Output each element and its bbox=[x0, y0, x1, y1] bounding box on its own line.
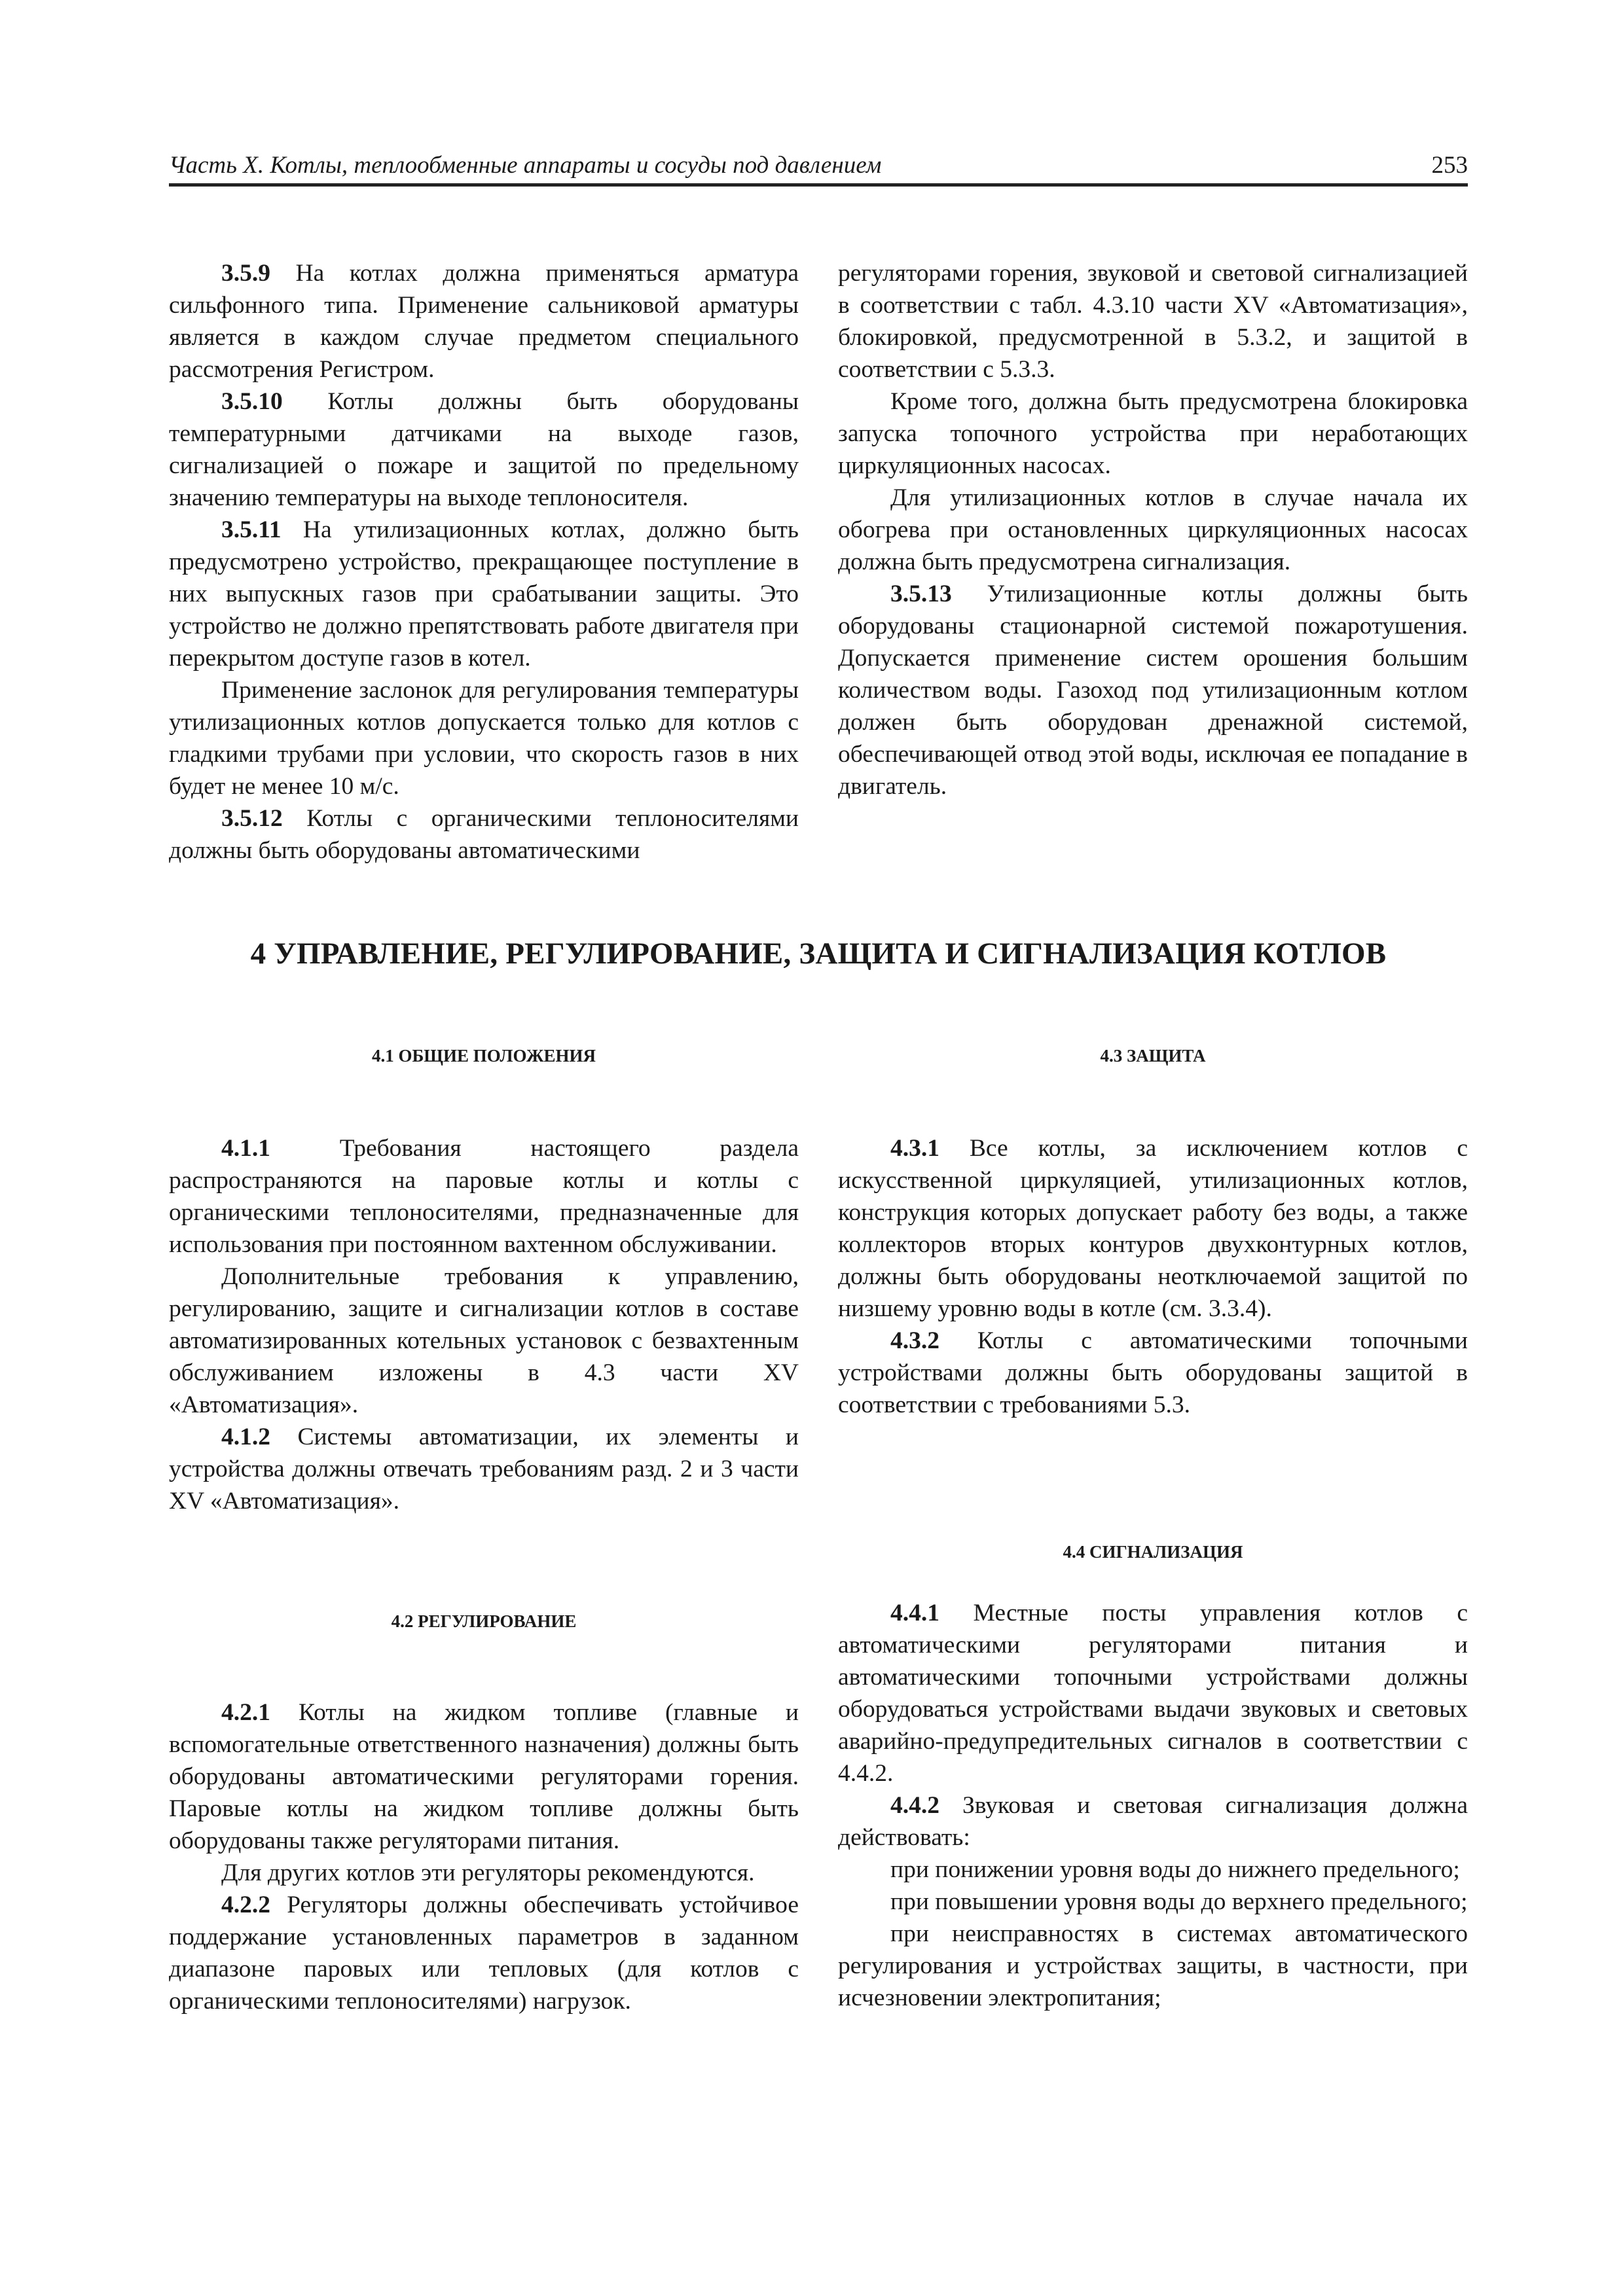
running-header-title: Часть X. Котлы, теплообменные аппараты и сосуды под давлением bbox=[169, 152, 882, 179]
paragraph-4-3-1: 4.3.1 Все котлы, за исключением котлов с искусственной циркуляцией, утилизационных котлов, конструкция которых допускает работу без воды, а также коллекторов вторых контуров двухконтурных котлов, должны быть оборудованы неотключаемой защитой по низшему уровню воды в котле (см. 3.3.4). bbox=[838, 1135, 1468, 1322]
paragraph-3-5-11-cont: Применение заслонок для регулирования температуры утилизационных котлов допускается только для котлов с гладкими трубами при условии, что скорость газов в них будет не менее 10 м/с. bbox=[169, 677, 799, 800]
section-heading-4-2: 4.2 РЕГУЛИРОВАНИЕ bbox=[391, 1611, 577, 1631]
paragraph-4-4-2-low-level: при понижении уровня воды до нижнего предельного; bbox=[890, 1856, 1460, 1883]
paragraph-3-5-12-alarm: Для утилизационных котлов в случае начала их обогрева при остановленных циркуляционных насосах должна быть предусмотрена сигнализация. bbox=[838, 484, 1468, 575]
section-4-3-body bbox=[838, 1132, 1468, 1421]
paragraph-3-5-9: 3.5.9 На котлах должна применяться арматура сильфонного типа. Применение сальниковой арматуры является в каждом случае предметом специального рассмотрения Регистром. bbox=[169, 260, 799, 383]
running-header bbox=[169, 143, 1468, 187]
paragraph-4-1-1: 4.1.1 Требования настоящего раздела распространяются на паровые котлы и котлы с органическими теплоносителями, предназначенные для использования при постоянном вахтенном обслуживании. bbox=[169, 1135, 799, 1258]
paragraph-4-2-1-cont: Для других котлов эти регуляторы рекомендуются. bbox=[221, 1859, 755, 1886]
section-4-4-body bbox=[838, 1597, 1468, 2014]
chapter-title: 4 УПРАВЛЕНИЕ, РЕГУЛИРОВАНИЕ, ЗАЩИТА И СИГНАЛИЗАЦИЯ КОТЛОВ bbox=[250, 937, 1387, 971]
paragraph-3-5-10: 3.5.10 Котлы должны быть оборудованы температурными датчиками на выходе газов, сигнализацией о пожаре и защитой по предельному значению температуры на выходе теплоносителя. bbox=[169, 388, 799, 511]
paragraph-3-5-12-block: Кроме того, должна быть предусмотрена блокировка запуска топочного устройства при неработающих циркуляционных насосах. bbox=[838, 388, 1468, 479]
paragraph-4-4-2: 4.4.2 Звуковая и световая сигнализация должна действовать: bbox=[838, 1792, 1468, 1851]
paragraph-4-4-2-faults: при неисправностях в системах автоматического регулирования и устройствах защиты, в частности, при исчезновении электропитания; bbox=[838, 1920, 1468, 2011]
top-left-column bbox=[169, 257, 799, 867]
paragraph-4-1-1-cont: Дополнительные требования к управлению, регулированию, защите и сигнализации котлов в составе автоматизированных котельных установок с безвахтенным обслуживанием изложены в 4.3 части XV «Автоматизация». bbox=[169, 1263, 799, 1418]
paragraph-4-4-1: 4.4.1 Местные посты управления котлов с автоматическими регуляторами питания и автоматическими топочными устройствами должны оборудоваться устройствами выдачи звуковых и световых аварийно-предупредительных сигналов в соответствии с 4.4.2. bbox=[838, 1600, 1468, 1787]
section-heading-4-4: 4.4 СИГНАЛИЗАЦИЯ bbox=[1063, 1542, 1243, 1562]
paragraph-3-5-11: 3.5.11 На утилизационных котлах, должно быть предусмотрено устройство, прекращающее поступление в них выпускных газов при срабатывании защиты. Это устройство не должно препятствовать работе двигателя при перекрытом доступе газов в котел. bbox=[169, 516, 799, 672]
page-number: 253 bbox=[1431, 152, 1468, 179]
section-heading-4-3: 4.3 ЗАЩИТА bbox=[1100, 1046, 1206, 1066]
paragraph-4-4-2-high-level: при повышении уровня воды до верхнего предельного; bbox=[890, 1888, 1468, 1915]
section-4-1-body bbox=[169, 1132, 799, 1517]
paragraph-3-5-12: 3.5.12 Котлы с органическими теплоносителями должны быть оборудованы автоматическими bbox=[169, 805, 799, 864]
paragraph-4-2-2: 4.2.2 Регуляторы должны обеспечивать устойчивое поддержание установленных параметров в заданном диапазоне паровых или тепловых (для котлов с органическими теплоносителями) нагрузок. bbox=[169, 1892, 799, 2015]
paragraph-4-2-1: 4.2.1 Котлы на жидком топливе (главные и вспомогательные ответственного назначения) должны быть оборудованы автоматическими регуляторами горения. Паровые котлы на жидком топливе должны быть оборудованы также регуляторами питания. bbox=[169, 1699, 799, 1854]
section-4-2-body bbox=[169, 1696, 799, 2017]
top-right-column bbox=[838, 257, 1468, 802]
section-heading-4-1: 4.1 ОБЩИЕ ПОЛОЖЕНИЯ bbox=[371, 1046, 596, 1066]
paragraph-3-5-12-cont: регуляторами горения, звуковой и световой сигнализацией в соответствии с табл. 4.3.10 части XV «Автоматизация», блокировкой, предусмотренной в 5.3.2, и защитой в соответствии с 5.3.3. bbox=[838, 260, 1468, 383]
paragraph-3-5-13: 3.5.13 Утилизационные котлы должны быть оборудованы стационарной системой пожаротушения. Допускается применение систем орошения большим количеством воды. Газоход под утилизационным котлом должен быть оборудован дренажной системой, обеспечивающей отвод этой воды, исключая ее попадание в двигатель. bbox=[838, 581, 1468, 800]
paragraph-4-3-2: 4.3.2 Котлы с автоматическими топочными устройствами должны быть оборудованы защитой в соответствии с требованиями 5.3. bbox=[838, 1327, 1468, 1418]
paragraph-4-1-2: 4.1.2 Системы автоматизации, их элементы и устройства должны отвечать требованиям разд. 2 и 3 части XV «Автоматизация». bbox=[169, 1424, 799, 1515]
